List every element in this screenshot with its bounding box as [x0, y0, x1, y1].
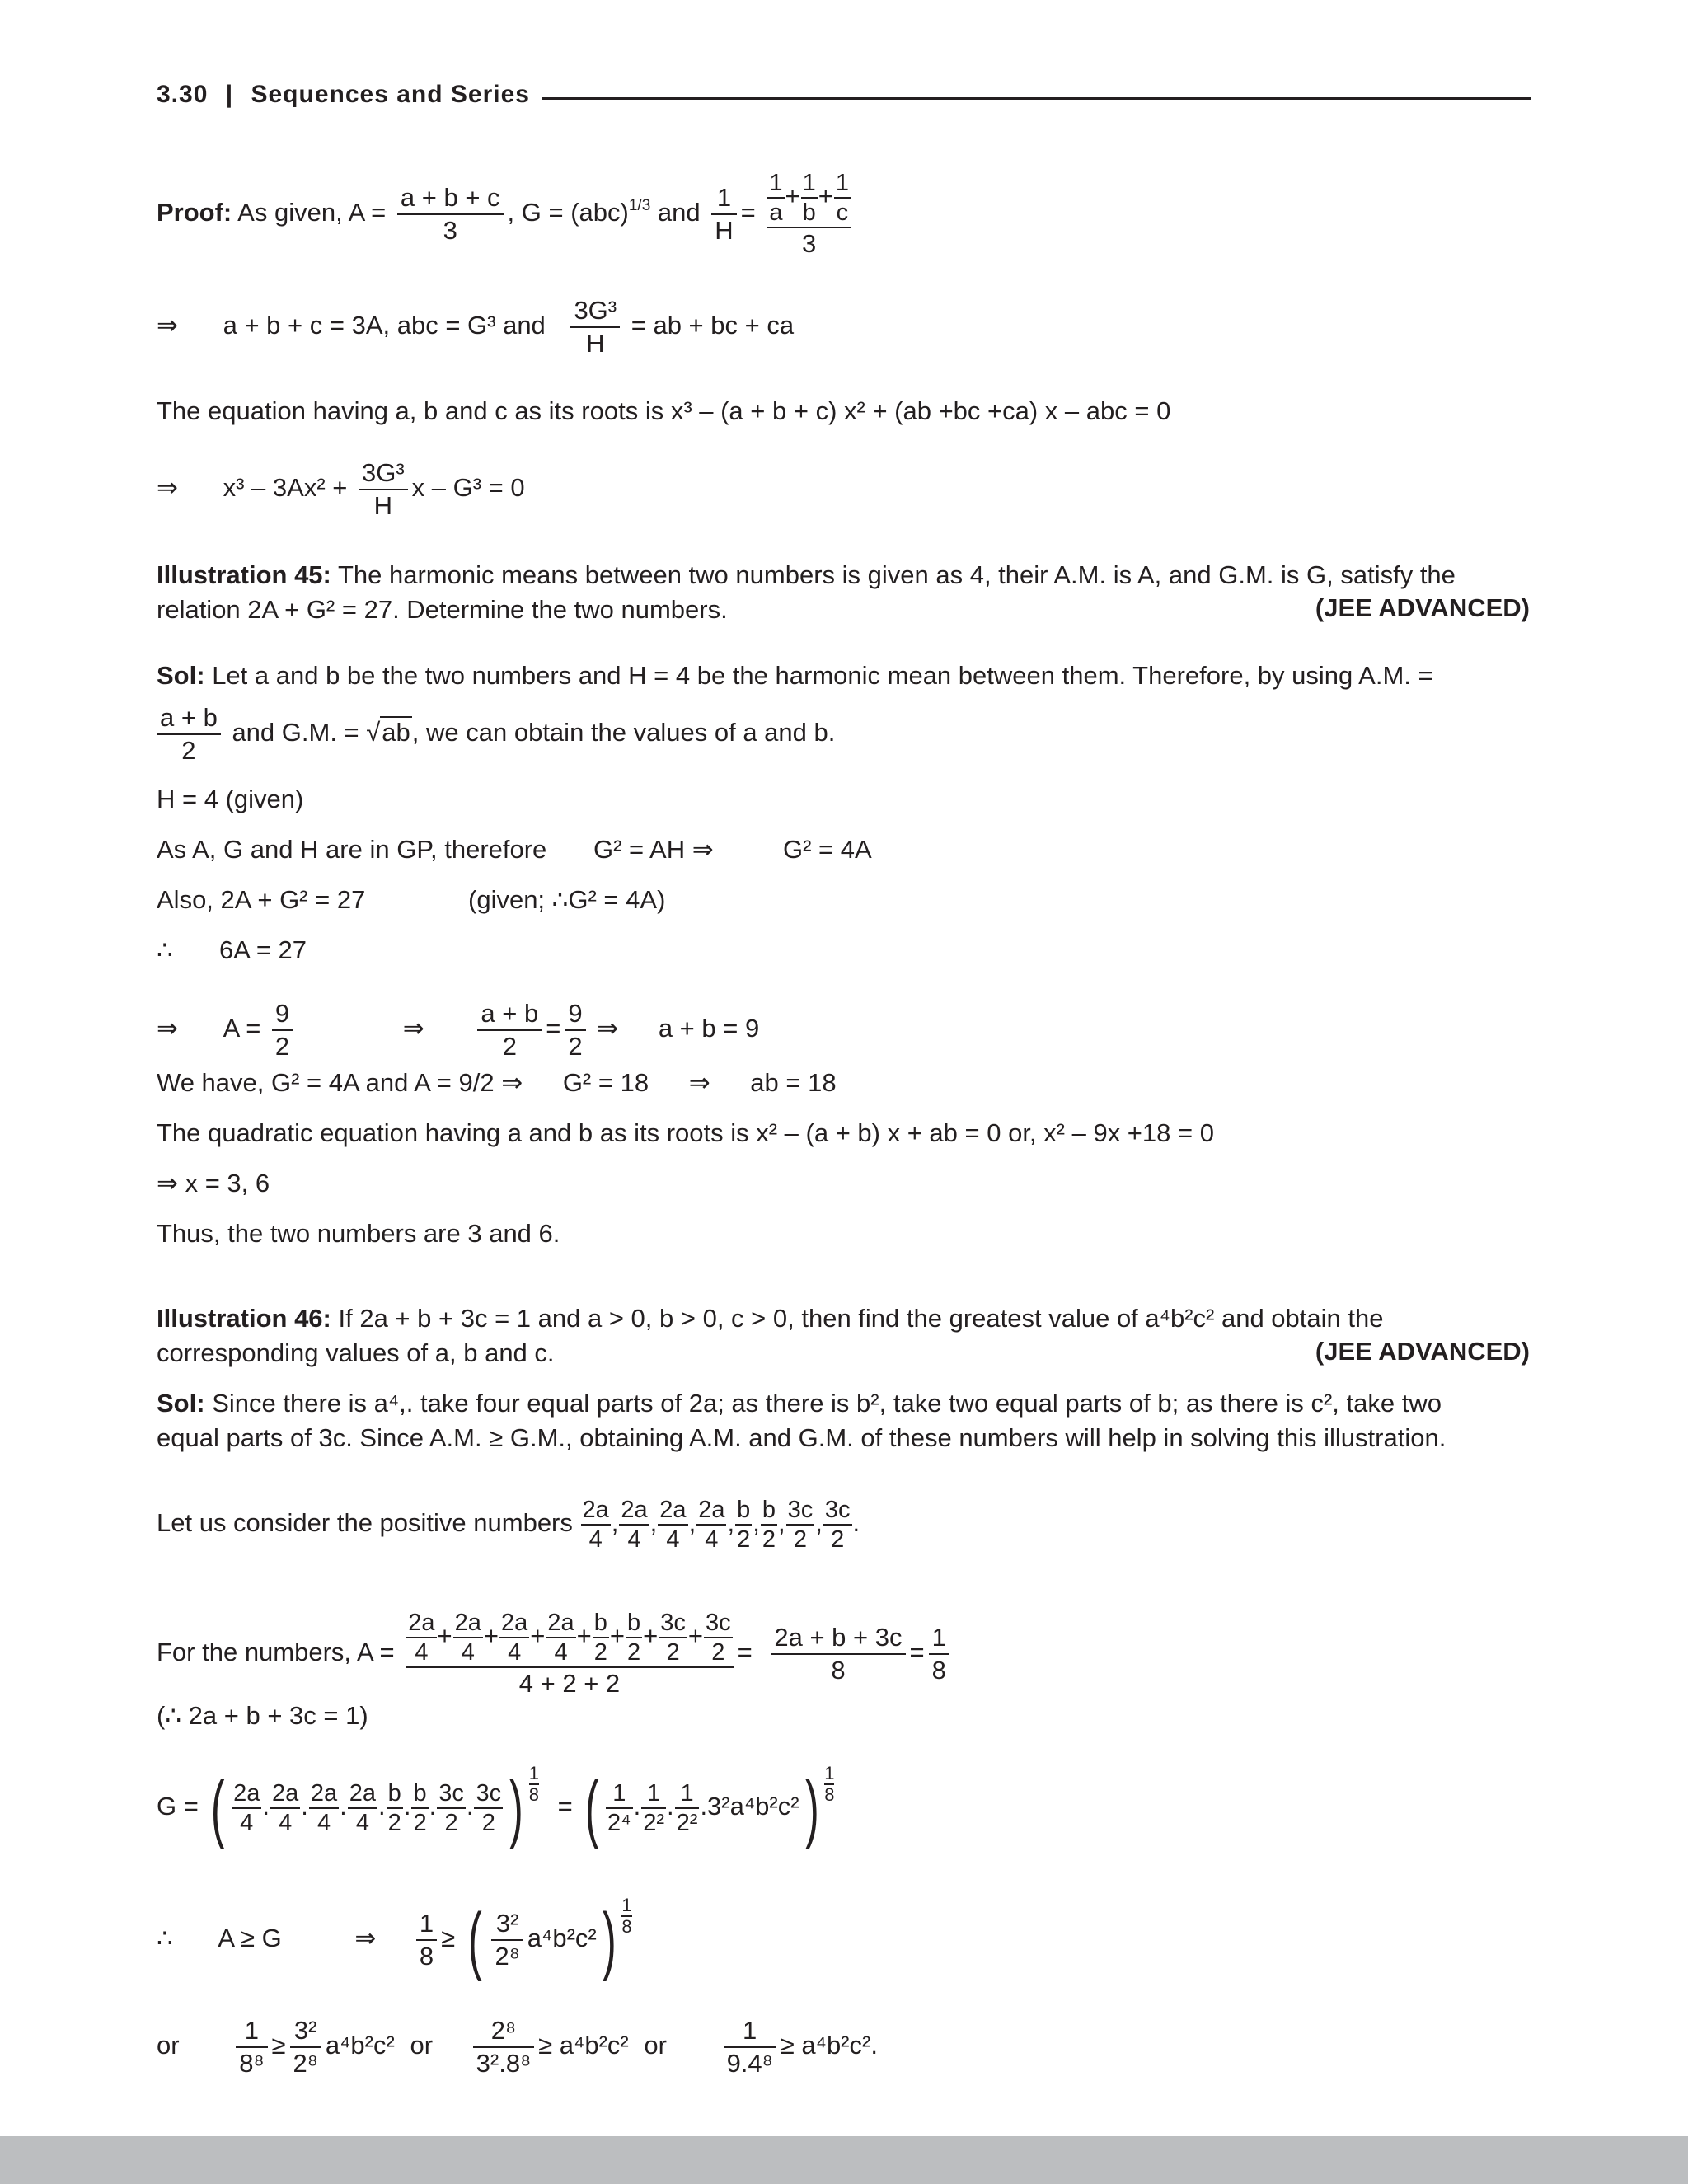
- line-thus: Thus, the two numbers are 3 and 6.: [157, 1219, 560, 1248]
- sol-45-line-1: [157, 659, 1433, 692]
- question-text: The harmonic means between two numbers is given as 4, their A.M. is A, and G.M. is G, satisfy the: [337, 560, 1456, 589]
- line-gm: G = ( $\frac{2a}{4}$ . $\frac{2a}{4}$ . $\frac{2a}{4}$ . $\frac{2a}{4}$ . $\frac{b}{2}$ . $\frac{b}{2}$ . $\frac{3c}{2}$ . $\frac{3c}{2}$ ) $\frac{1}{8}$ = ( $\frac{1}{\text{2⁴}}$ . $\frac{1}{\text{2²}}$ . $\frac{1}{\text{2²}}$ .3²a⁴b²c²) $\frac{1}{8}$: [157, 1763, 835, 1850]
- fraction: $\frac{b}{2}$: [627, 1610, 641, 1666]
- line-or: or $\frac{1}{\text{8⁸}}$ ≥ $\frac{\text{3²}}{\text{2⁸}}$ a⁴b²c² or $\frac{\text{2⁸}}{\text{3².8⁸}}$ ≥ a⁴b²c² or $\frac{1}{\text{9.4⁸}}$ ≥ a⁴b²c².: [157, 2016, 878, 2078]
- am-fraction: $\frac{a + b + c}{3}$: [397, 182, 504, 246]
- fraction: $\frac{2a}{4}$: [454, 1610, 481, 1666]
- question-text: If 2a + b + 3c = 1 and a > 0, b > 0, c > 0, then find the greatest value of a⁴b²c² and obtain the: [338, 1304, 1384, 1333]
- sol-46-line-2: equal parts of 3c. Since A.M. ≥ G.M., obtaining A.M. and G.M. of these numbers will help in solving this illustration.: [157, 1423, 1447, 1452]
- gm-product: $\frac{2a}{4}$ . $\frac{2a}{4}$ . $\frac{2a}{4}$ . $\frac{2a}{4}$ . $\frac{b}{2}$ . $\frac{b}{2}$ . $\frac{3c}{2}$ . $\frac{3c}{2}$: [233, 1780, 502, 1836]
- line-6a: ∴ 6A = 27: [157, 935, 307, 964]
- one-eighth-fraction: $\frac{1}{8}$: [929, 1622, 950, 1686]
- line-a-value: ⇒ A = $\frac{9}{2}$ ⇒ $\frac{a + b}{2}$ = $\frac{9}{2}$ ⇒ a + b = 9: [157, 999, 760, 1061]
- sol-label: Sol:: [157, 661, 205, 690]
- fraction: $\frac{2a}{4}$: [501, 1610, 528, 1666]
- fraction: $\frac{2a}{4}$: [310, 1780, 338, 1836]
- solution-text: and G.M. =: [232, 718, 359, 748]
- am-big-fraction: $\frac{2a}{4}$ + $\frac{2a}{4}$ + $\frac{2a}{4}$ + $\frac{2a}{4}$ + $\frac{b}{2}$ + $\frac{b}{2}$ + $\frac{3c}{2}$ + $\frac{3c}{2}$ 4 + 2 + 2: [406, 1609, 733, 1699]
- solution-text: , we can obtain the values of a and b.: [411, 718, 836, 748]
- proof-line-1: Proof: As given, A = $\frac{a + b + c}{3}$ , G = (abc)$^{1/3}$ and $\frac{1}{H}$ = $\frac{1}{a}$ + $\frac{1}{b}$ + $\frac{1}{c}$ 3: [157, 169, 856, 260]
- sqrt-ab: √ab: [366, 718, 410, 748]
- proof-line-4: [157, 457, 525, 522]
- line-quadratic: The quadratic equation having a and b as its roots is x² – (a + b) x + ab = 0 or, x² – 9x +18 = 0: [157, 1118, 1214, 1147]
- fraction: $\frac{2a}{4}$: [547, 1610, 574, 1666]
- 3g3-h-fraction: $\frac{\text{3G³}}{H}$: [570, 295, 620, 359]
- solution-text: Since there is a⁴,. take four equal parts of 2a; as there is b², take two equal parts of b; as there is c², take two: [212, 1389, 1442, 1418]
- h-fraction: $\frac{1}{H}$: [711, 182, 736, 246]
- sol-label: Sol:: [157, 1389, 205, 1418]
- line-since: (∴ 2a + b + 3c = 1): [157, 1701, 368, 1730]
- fraction: $\frac{2a}{4}$: [621, 1497, 648, 1553]
- illustration-46-q1: [157, 1302, 1383, 1335]
- fraction: $\frac{\text{3²}}{\text{2⁸}}$: [290, 2015, 321, 2079]
- fraction: $\frac{1}{\text{2²}}$: [643, 1780, 665, 1836]
- line-roots: ⇒ x = 3, 6: [157, 1169, 270, 1197]
- proof-text: = ab + bc + ca: [631, 311, 795, 340]
- proof-text: As given, A =: [237, 198, 387, 227]
- illustration-label: Illustration 45:: [157, 560, 331, 589]
- illustration-label: Illustration 46:: [157, 1304, 331, 1333]
- numbers-list: $\frac{2a}{4}$ , $\frac{2a}{4}$ , $\frac{2a}{4}$ , $\frac{2a}{4}$ , $\frac{b}{2}$ , $\frac{b}{2}$ , $\frac{3c}{2}$ , $\frac{3c}{2}$: [582, 1497, 851, 1553]
- fraction: $\frac{1}{\text{2⁴}}$: [607, 1780, 631, 1836]
- and-text: and: [657, 198, 701, 227]
- 3g3-h-fraction: $\frac{\text{3G³}}{H}$: [359, 457, 408, 522]
- fraction: $\frac{b}{2}$: [737, 1497, 751, 1553]
- line-gp: As A, G and H are in GP, therefore G² = AH ⇒ G² = 4A: [157, 835, 872, 864]
- fraction: $\frac{2a}{4}$: [272, 1780, 299, 1836]
- gm-definition: , G = (abc): [507, 198, 629, 227]
- proof-text: a + b + c = 3A, abc = G³ and: [223, 311, 546, 340]
- gm-simplified: $\frac{1}{\text{2⁴}}$ . $\frac{1}{\text{2²}}$ . $\frac{1}{\text{2²}}$: [607, 1780, 698, 1836]
- line-a-geq-g: ∴ A ≥ G ⇒ $\frac{1}{8}$ ≥ ( $\frac{\text{3²}}{\text{2⁸}}$ a⁴b²c²) $\frac{1}{8}$: [157, 1895, 632, 1982]
- fraction: $\frac{1}{\text{8⁸}}$: [236, 2015, 267, 2079]
- fraction: $\frac{3c}{2}$: [438, 1780, 464, 1836]
- line-h-given: H = 4 (given): [157, 785, 304, 813]
- fraction: $\frac{b}{2}$: [387, 1780, 401, 1836]
- solution-text: Let a and b be the two numbers and H = 4 be the harmonic mean between them. Therefore, by using A.M. =: [212, 661, 1433, 690]
- line-we-have: We have, G² = 4A and A = 9/2 ⇒ G² = 18 ⇒ ab = 18: [157, 1068, 837, 1097]
- hm-fraction: $\frac{1}{a}$ + $\frac{1}{b}$ + $\frac{1}{c}$ 3: [767, 169, 851, 260]
- nine-half-fraction: $\frac{9}{2}$: [272, 998, 293, 1062]
- header-rule: [542, 97, 1531, 100]
- illustration-45-q2: relation 2A + G² = 27. Determine the two numbers.: [157, 595, 728, 624]
- fraction: $\frac{3c}{2}$: [660, 1610, 686, 1666]
- header-separator: |: [225, 81, 234, 108]
- fraction: $\frac{3c}{2}$: [706, 1610, 731, 1666]
- fraction: $\frac{3c}{2}$: [824, 1497, 851, 1553]
- inner-fraction: $\frac{\text{3²}}{\text{2⁸}}$: [491, 1908, 523, 1972]
- proof-text: x – G³ = 0: [411, 473, 525, 503]
- fraction: $\frac{2a}{4}$: [408, 1610, 435, 1666]
- one-eighth-fraction: $\frac{1}{8}$: [416, 1908, 437, 1972]
- ab-half-fraction: $\frac{a + b}{2}$: [477, 998, 542, 1062]
- exam-tag: (JEE ADVANCED): [1315, 593, 1530, 622]
- line-am: For the numbers, A = $\frac{2a}{4}$ + $\frac{2a}{4}$ + $\frac{2a}{4}$ + $\frac{2a}{4}$ + $\frac{b}{2}$ + $\frac{b}{2}$ + $\frac{3c}{2}$ + $\frac{3c}{2}$ 4 + 2 + 2 = $\frac{2a + b + 3c}{8}$ = $\frac{1}{8}$: [157, 1609, 954, 1699]
- fraction: $\frac{2a}{4}$: [659, 1497, 687, 1553]
- fraction: $\frac{2a}{4}$: [349, 1780, 377, 1836]
- sol-46-line-1: [157, 1387, 1442, 1420]
- sol-45-line-2: [157, 702, 835, 766]
- fraction: $\frac{1}{\text{9.4⁸}}$: [724, 2015, 776, 2079]
- fraction: $\frac{2a}{4}$: [233, 1780, 260, 1836]
- fraction: $\frac{b}{2}$: [413, 1780, 427, 1836]
- exam-tag: (JEE ADVANCED): [1315, 1337, 1530, 1366]
- fraction: $\frac{b}{2}$: [593, 1610, 607, 1666]
- page-number: 3.30: [157, 81, 209, 108]
- section-title: Sequences and Series: [251, 81, 530, 108]
- page-footer-band: [0, 2136, 1688, 2184]
- implies-symbol: ⇒: [157, 473, 178, 503]
- fraction: $\frac{2a}{4}$: [698, 1497, 725, 1553]
- fraction: $\frac{2a}{4}$: [582, 1497, 609, 1553]
- fraction: $\frac{3c}{2}$: [787, 1497, 814, 1553]
- implies-symbol: ⇒: [157, 311, 178, 340]
- fraction: $\frac{\text{2⁸}}{\text{3².8⁸}}$: [473, 2015, 535, 2079]
- illustration-45-q1: [157, 559, 1456, 592]
- line-consider: Let us consider the positive numbers $\frac{2a}{4}$ , $\frac{2a}{4}$ , $\frac{2a}{4}$ , $\frac{2a}{4}$ , $\frac{b}{2}$ , $\frac{b}{2}$ , $\frac{3c}{2}$ , $\frac{3c}{2}$ .: [157, 1497, 860, 1553]
- nine-half-fraction: $\frac{9}{2}$: [565, 998, 585, 1062]
- running-header: [157, 81, 530, 109]
- proof-text: x³ – 3Ax² +: [223, 473, 348, 503]
- am-simplified-fraction: $\frac{2a + b + 3c}{8}$: [771, 1622, 905, 1686]
- proof-label: Proof:: [157, 198, 232, 227]
- fraction: $\frac{b}{2}$: [762, 1497, 776, 1553]
- fraction: $\frac{1}{\text{2²}}$: [676, 1780, 698, 1836]
- line-also: Also, 2A + G² = 27 (given; ∴G² = 4A): [157, 885, 666, 914]
- illustration-46-q2: corresponding values of a, b and c.: [157, 1338, 555, 1367]
- proof-line-3: The equation having a, b and c as its roots is x³ – (a + b + c) x² + (ab +bc +ca) x – abc = 0: [157, 396, 1171, 425]
- proof-line-2: [157, 295, 794, 359]
- fraction: $\frac{3c}{2}$: [476, 1780, 502, 1836]
- am-fraction: $\frac{a + b}{2}$: [157, 702, 221, 766]
